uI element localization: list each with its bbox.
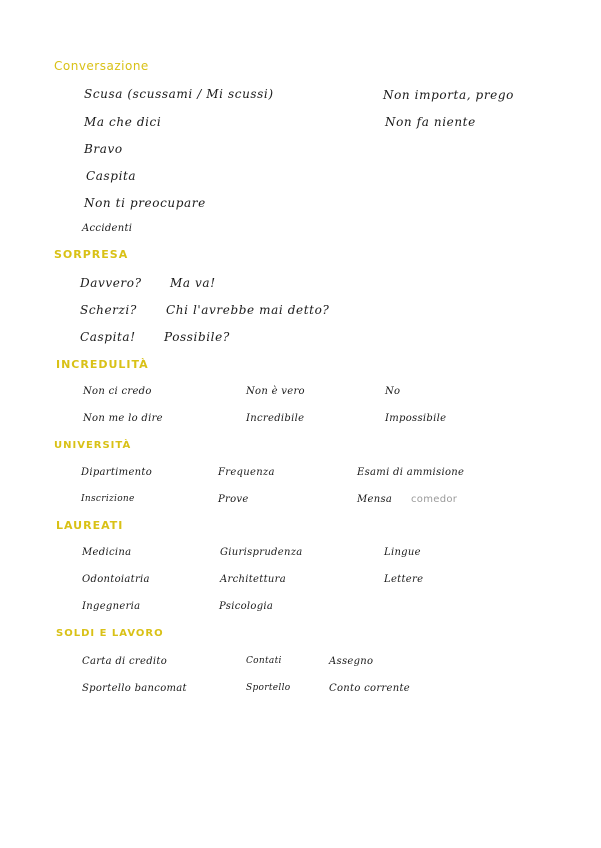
phrase: Odontoiatria (82, 574, 150, 585)
phrase: Ma che dici (84, 115, 162, 129)
phrase: Sportello bancomat (82, 683, 187, 694)
phrase: Ma va! (170, 276, 216, 290)
phrase: Giurisprudenza (220, 547, 303, 558)
phrase: Non è vero (246, 386, 305, 397)
phrase: Davvero? (80, 276, 142, 290)
phrase: Dipartimento (81, 467, 153, 478)
phrase: Non me lo dire (83, 413, 163, 424)
phrase: Non importa, prego (383, 88, 514, 102)
phrase: Accidenti (82, 223, 133, 234)
section-title-sorpresa: SORPRESA (54, 248, 129, 261)
phrase: Frequenza (218, 467, 275, 478)
phrase: Conto corrente (329, 683, 411, 694)
phrase: Architettura (220, 574, 286, 585)
phrase: Non ti preocupare (84, 196, 206, 210)
phrase: Non ci credo (83, 386, 152, 397)
phrase: Chi l'avrebbe mai detto? (166, 303, 330, 317)
phrase: Ingegneria (82, 601, 141, 612)
phrase: Non fa niente (385, 115, 476, 129)
phrase: Medicina (82, 547, 132, 558)
phrase: Bravo (84, 142, 123, 156)
phrase: Esami di ammisione (357, 467, 465, 478)
phrase: Inscrizione (81, 494, 135, 504)
phrase: Assegno (329, 656, 374, 667)
phrase: Carta di credito (82, 656, 168, 667)
section-title-laureati: LAUREATI (56, 519, 124, 532)
section-title-incredulita: INCREDULITÀ (56, 358, 149, 371)
phrase: Contati (246, 656, 282, 666)
phrase: Sportello (246, 683, 291, 693)
phrase: Caspita (86, 169, 137, 183)
phrase: Caspita! (80, 330, 136, 344)
translation-note: comedor (411, 494, 458, 505)
section-title-soldi-e-lavoro: SOLDI E LAVORO (56, 628, 164, 639)
phrase: Psicologia (219, 601, 274, 612)
phrase: No (385, 386, 401, 397)
phrase: Mensa (357, 494, 393, 505)
phrase: Scherzi? (80, 303, 137, 317)
phrase: Impossibile (385, 413, 447, 424)
phrase: Lingue (384, 547, 421, 558)
phrase: Incredibile (246, 413, 305, 424)
phrase: Possibile? (164, 330, 230, 344)
phrase: Lettere (384, 574, 424, 585)
section-title-universita: UNIVERSITÀ (54, 440, 132, 451)
section-title-conversazione: Conversazione (54, 59, 149, 73)
phrase: Scusa (scussami / Mi scussi) (84, 87, 274, 101)
phrase: Prove (218, 494, 249, 505)
